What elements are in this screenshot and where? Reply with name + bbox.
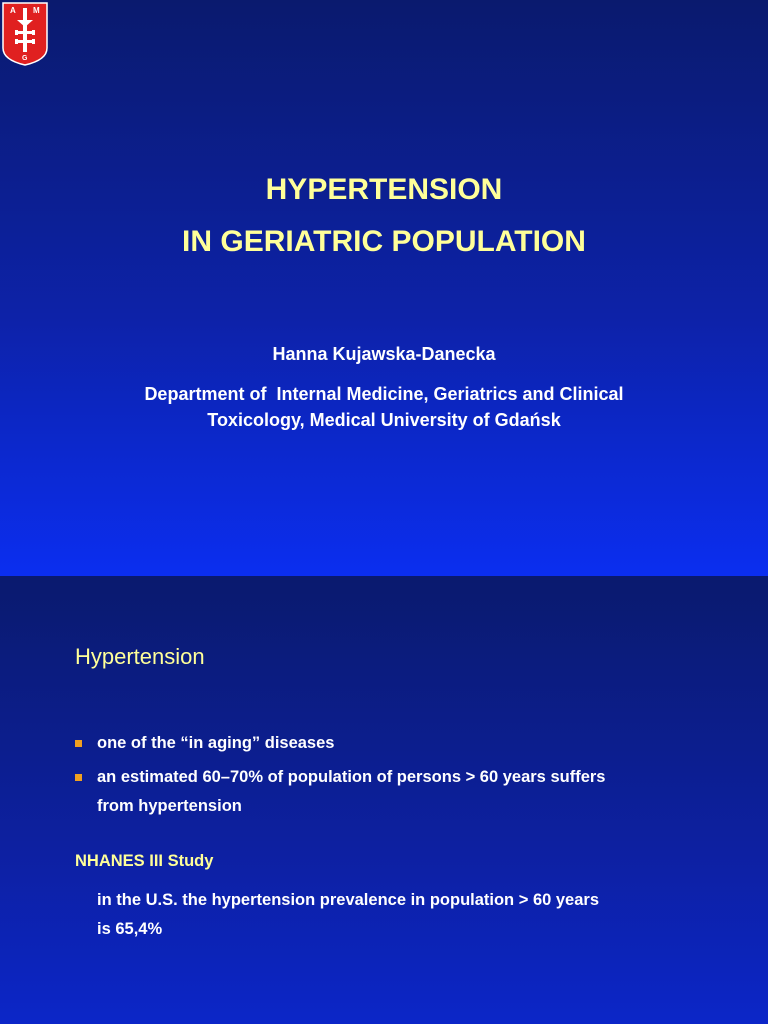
bullet-square-icon [75,740,82,747]
bullet-square-icon [75,774,82,781]
bullet-item [75,729,715,758]
title-line-2: IN GERIATRIC POPULATION [182,225,586,258]
logo-letter-g: G [22,55,28,62]
logo-letter-m: M [33,6,40,15]
bullet-text-line-2: from hypertension [97,797,242,815]
study-finding-line-1: in the U.S. the hypertension prevalence in population > 60 years [97,891,600,909]
bullet-text: one of the “in aging” diseases [97,734,335,752]
affiliation-line-2: Toxicology, Medical University of Gdańsk [207,410,561,430]
affiliation-line-1: Department of Internal Medicine, Geriatrics and Clinical [144,384,624,404]
bullet-text-line-1: an estimated 60–70% of population of persons > 60 years suffers [97,768,606,786]
author-affiliation [60,381,708,433]
slide-heading: Hypertension [75,644,205,669]
author-name: Hanna Kujawska-Danecka [272,344,496,364]
title-line-1: HYPERTENSION [265,173,503,206]
university-logo-icon [2,2,48,66]
study-finding [97,886,707,944]
study-heading: NHANES III Study [75,852,214,870]
study-finding-line-2: is 65,4% [97,920,163,938]
logo-letter-a: A [10,6,16,15]
bullet-item [75,763,715,821]
